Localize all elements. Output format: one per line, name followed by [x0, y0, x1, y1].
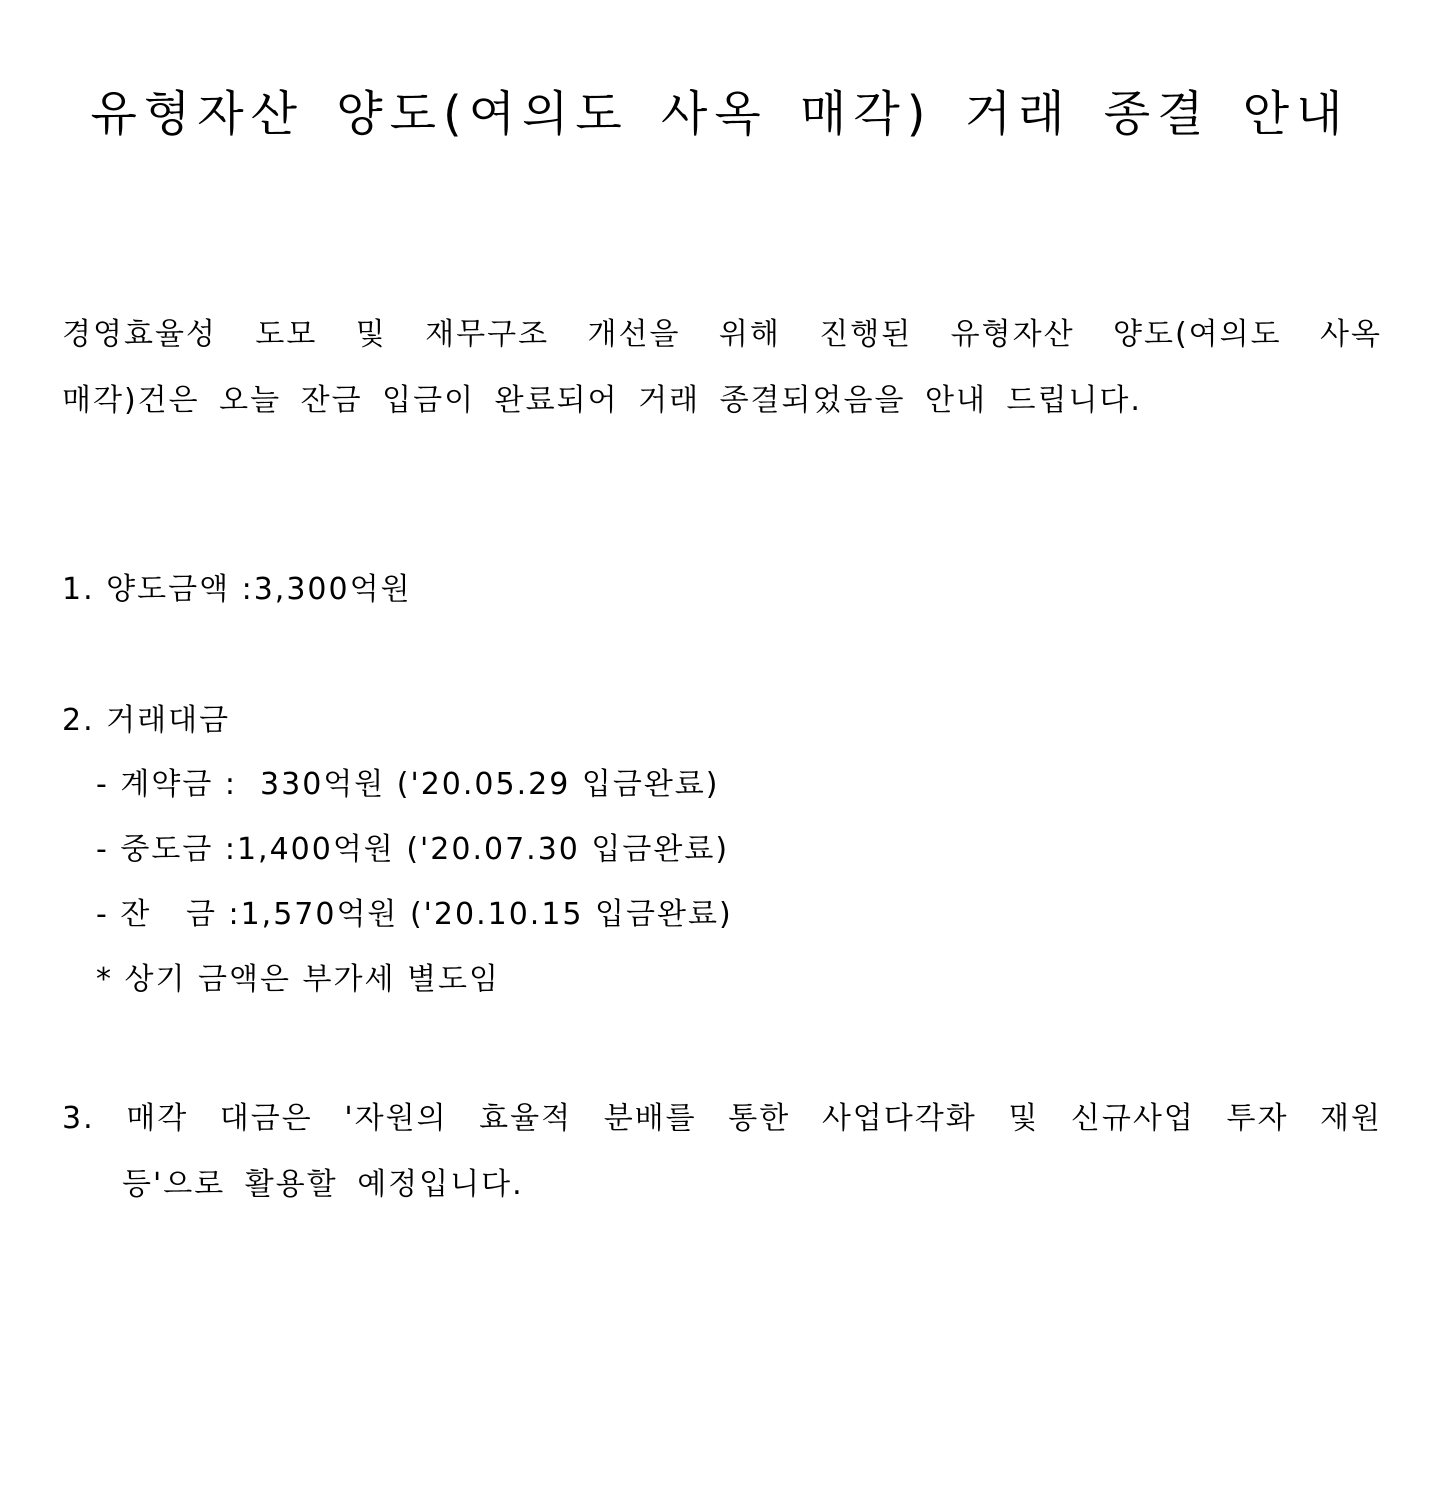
item-1-transfer-amount: 1. 양도금액 :3,300억원 — [62, 572, 412, 607]
item-3-line-2: 등'으로 활용할 예정입니다. — [122, 1167, 524, 1202]
intro-line-1: 경영효율성 도모 및 재무구조 개선을 위해 진행된 유형자산 양도(여의도 사옥 — [62, 317, 1382, 352]
interim-payment-line: - 중도금 :1,400억원 ('20.07.30 입금완료) — [96, 832, 730, 867]
item-3-paragraph — [62, 1086, 1382, 1218]
vat-note: * 상기 금액은 부가세 별도임 — [96, 962, 500, 997]
deposit-line: - 계약금 : 330억원 ('20.05.29 입금완료) — [96, 767, 720, 802]
item-3-line-1: 3. 매각 대금은 '자원의 효율적 분배를 통한 사업다각화 및 신규사업 투자 재원 — [62, 1101, 1382, 1136]
document-title: 유형자산 양도(여의도 사옥 매각) 거래 종결 안내 — [90, 86, 1350, 142]
intro-line-2: 매각)건은 오늘 잔금 입금이 완료되어 거래 종결되었음을 안내 드립니다. — [62, 383, 1142, 418]
intro-paragraph — [62, 302, 1382, 434]
item-2-heading: 2. 거래대금 — [62, 703, 231, 738]
balance-payment-line: - 잔 금 :1,570억원 ('20.10.15 입금완료) — [96, 897, 733, 932]
